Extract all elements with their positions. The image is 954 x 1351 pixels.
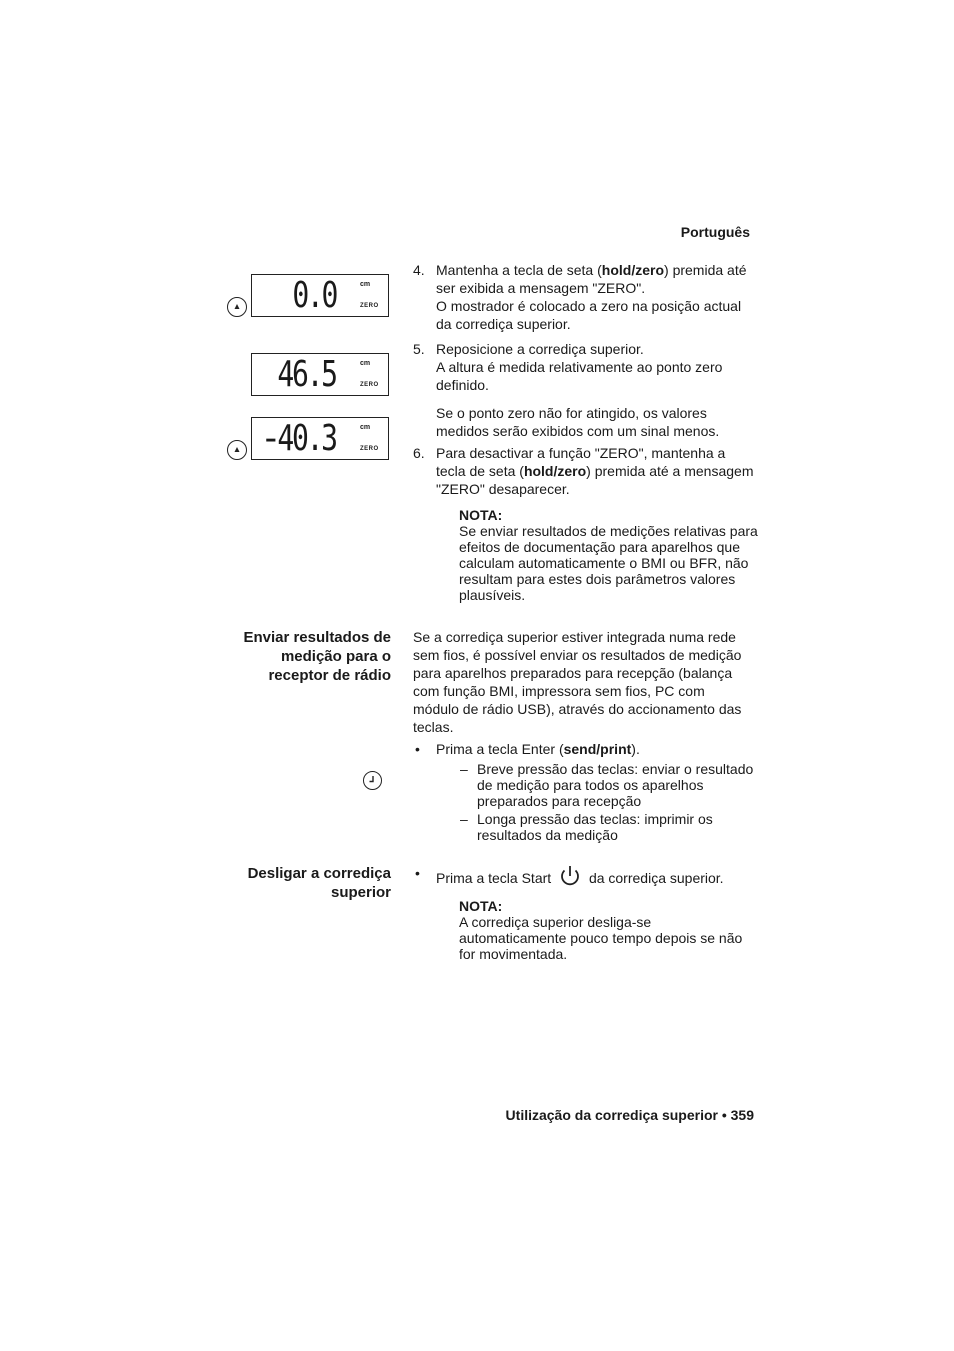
lcd-zero-label: ZERO bbox=[360, 446, 379, 452]
up-arrow-icon bbox=[227, 297, 247, 317]
lcd-display-measure bbox=[251, 353, 389, 396]
dash-mark: – bbox=[460, 811, 468, 827]
bullet-text: Prima a tecla Start bbox=[436, 870, 552, 886]
lcd-value: 40.3 bbox=[277, 418, 336, 459]
send-paragraph: Se a corrediça superior estiver integrada numa rede sem fios, é possível enviar os resultados de medição para aparelhos preparados para recepção (balança com função BMI, impressora sem fios, PC com módulo de rádio USB), através do accionamento das teclas. bbox=[413, 629, 742, 735]
step-detail: A altura é medida relativamente ao ponto zero definido. bbox=[436, 359, 723, 393]
bullet-text: ). bbox=[631, 741, 640, 757]
lcd-minus-sign: - bbox=[260, 418, 282, 459]
dash-text: Longa pressão das teclas: imprimir os resultados da medição bbox=[477, 811, 713, 843]
step-text: Mantenha a tecla de seta ( bbox=[436, 262, 602, 278]
dash-mark: – bbox=[460, 761, 468, 777]
off-bullet bbox=[415, 864, 756, 887]
note-title: NOTA: bbox=[459, 898, 503, 914]
note-box bbox=[459, 507, 759, 603]
lcd-value: 0.0 bbox=[292, 275, 336, 316]
step-text: ) premida até a mensagem "ZERO" desaparecer. bbox=[436, 463, 754, 497]
send-bullet bbox=[415, 740, 756, 758]
send-dash-long bbox=[460, 811, 737, 843]
dash-text: Breve pressão das teclas: enviar o resultado de medição para todos os aparelhos preparados para recepção bbox=[477, 761, 754, 809]
up-arrow-icon bbox=[227, 440, 247, 460]
page-footer: Utilização da corrediça superior • 359 bbox=[505, 1107, 754, 1123]
lcd-unit: cm bbox=[360, 424, 371, 431]
note-text: Se enviar resultados de medições relativas para efeitos de documentação para aparelhos que calculam automaticamente o BMI ou BFR, não resultam para estes dois parâmetros valores plausíveis. bbox=[459, 523, 758, 603]
enter-icon bbox=[363, 771, 382, 790]
note-text: A corrediça superior desliga-se automaticamente pouco tempo depois se não for movimentada. bbox=[459, 914, 743, 962]
lcd-display-zero bbox=[251, 274, 389, 317]
bullet-dot: • bbox=[415, 741, 420, 757]
step-text: Reposicione a corrediça superior. bbox=[436, 341, 644, 357]
lcd-unit: cm bbox=[360, 360, 371, 367]
step-text: Para desactivar a função "ZERO", mantenha a tecla de seta ( bbox=[436, 445, 726, 479]
lcd-unit: cm bbox=[360, 281, 371, 288]
note-box bbox=[459, 898, 759, 962]
bullet-dot: • bbox=[415, 865, 420, 881]
bullet-text: da corrediça superior. bbox=[588, 870, 724, 886]
lcd-zero-label: ZERO bbox=[360, 303, 379, 309]
step-number: 5. bbox=[413, 341, 425, 357]
section-heading-send: Enviar resultados de medição para o receptor de rádio bbox=[243, 629, 391, 684]
step-number: 6. bbox=[413, 445, 425, 461]
send-dash-short bbox=[460, 761, 757, 809]
step-text: ) premida até ser exibida a mensagem "ZERO". bbox=[436, 262, 747, 296]
lcd-value: 46.5 bbox=[277, 354, 336, 395]
step-number: 4. bbox=[413, 262, 425, 278]
power-icon bbox=[557, 864, 583, 884]
note-title: NOTA: bbox=[459, 507, 503, 523]
step-5 bbox=[413, 340, 756, 394]
key-name: hold/zero bbox=[601, 262, 665, 278]
section-heading-off: Desligar a corrediça superior bbox=[247, 865, 391, 901]
bullet-text: Prima a tecla Enter ( bbox=[436, 741, 564, 757]
lcd-display-negative bbox=[251, 417, 389, 460]
key-name: send/print bbox=[563, 741, 632, 757]
step-detail: O mostrador é colocado a zero na posição actual da corrediça superior. bbox=[436, 298, 742, 332]
key-name: hold/zero bbox=[523, 463, 587, 479]
lcd-zero-label: ZERO bbox=[360, 382, 379, 388]
language-header: Português bbox=[680, 224, 750, 240]
step-4 bbox=[413, 261, 756, 333]
step-5-negative-note: Se o ponto zero não for atingido, os valores medidos serão exibidos com um sinal menos. bbox=[436, 405, 720, 439]
step-6 bbox=[413, 444, 758, 498]
